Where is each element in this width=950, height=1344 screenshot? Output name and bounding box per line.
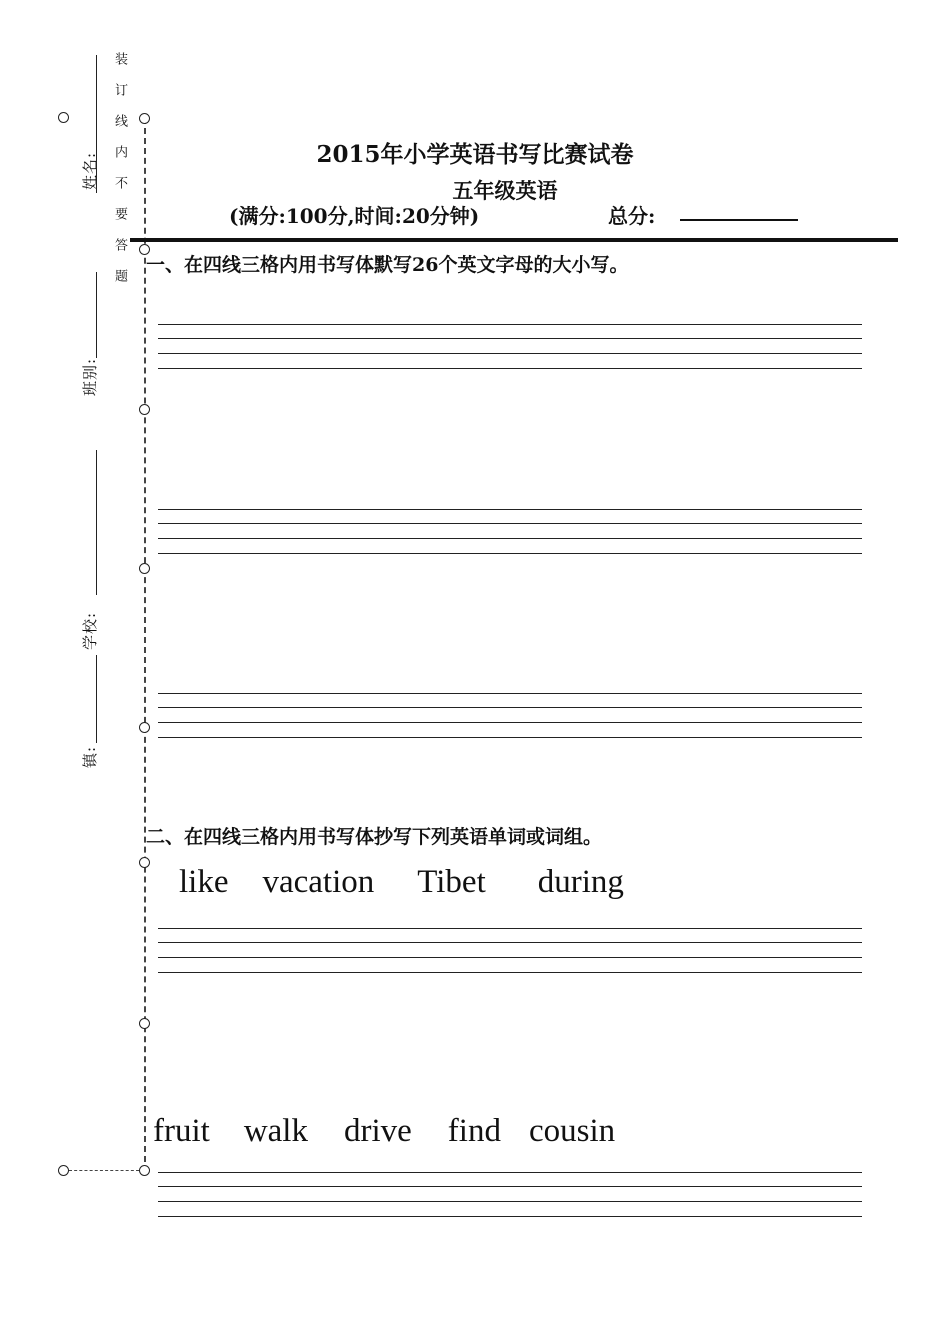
section2-title: 二、在四线三格内用书写体抄写下列英语单词或词组。 (146, 826, 603, 848)
word-row (153, 1113, 615, 1150)
binding-hole (139, 113, 150, 124)
page-subtitle: 五年级英语 (452, 178, 558, 203)
copy-word: cousin (528, 1113, 616, 1149)
class-field[interactable] (96, 272, 97, 358)
copy-word: like (179, 864, 229, 900)
class-label: 班别: (81, 357, 99, 396)
town-label: 镇: (81, 745, 99, 768)
copy-word: walk (243, 1113, 308, 1149)
binding-hole (139, 1165, 150, 1176)
town-field[interactable] (96, 655, 97, 743)
copy-word: drive (343, 1113, 412, 1149)
writing-lines[interactable] (158, 509, 862, 555)
header-divider (130, 238, 898, 242)
binding-hole (139, 404, 150, 415)
score-info: (满分:100分,时间:20分钟) (229, 204, 480, 228)
writing-lines[interactable] (158, 693, 862, 739)
binding-hole (139, 857, 150, 868)
copy-word: vacation (262, 864, 375, 900)
binding-hole (139, 563, 150, 574)
binding-bottom-dash (69, 1170, 139, 1171)
copy-word: find (447, 1113, 501, 1149)
writing-lines[interactable] (158, 324, 862, 370)
school-field[interactable] (96, 450, 97, 595)
section1-title: 一、在四线三格内用书写体默写26个英文字母的大小写。 (146, 254, 629, 276)
binding-hole (58, 1165, 69, 1176)
binding-hole (139, 1018, 150, 1029)
binding-hole (58, 112, 69, 123)
total-score-field[interactable] (680, 219, 798, 221)
writing-lines[interactable] (158, 928, 862, 974)
copy-word: Tibet (417, 864, 486, 900)
school-label: 学校: (81, 611, 99, 650)
binding-seal-text: 装订线内不要答题 (112, 52, 127, 300)
word-row (179, 864, 624, 901)
writing-lines[interactable] (158, 1172, 862, 1218)
copy-word: during (537, 864, 624, 900)
binding-hole (139, 722, 150, 733)
total-score-label: 总分: (608, 204, 656, 228)
copy-word: fruit (153, 1113, 210, 1149)
page-title: 2015年小学英语书写比赛试卷 (316, 141, 634, 168)
name-label: 姓名: (81, 151, 99, 190)
name-field[interactable] (96, 55, 97, 193)
